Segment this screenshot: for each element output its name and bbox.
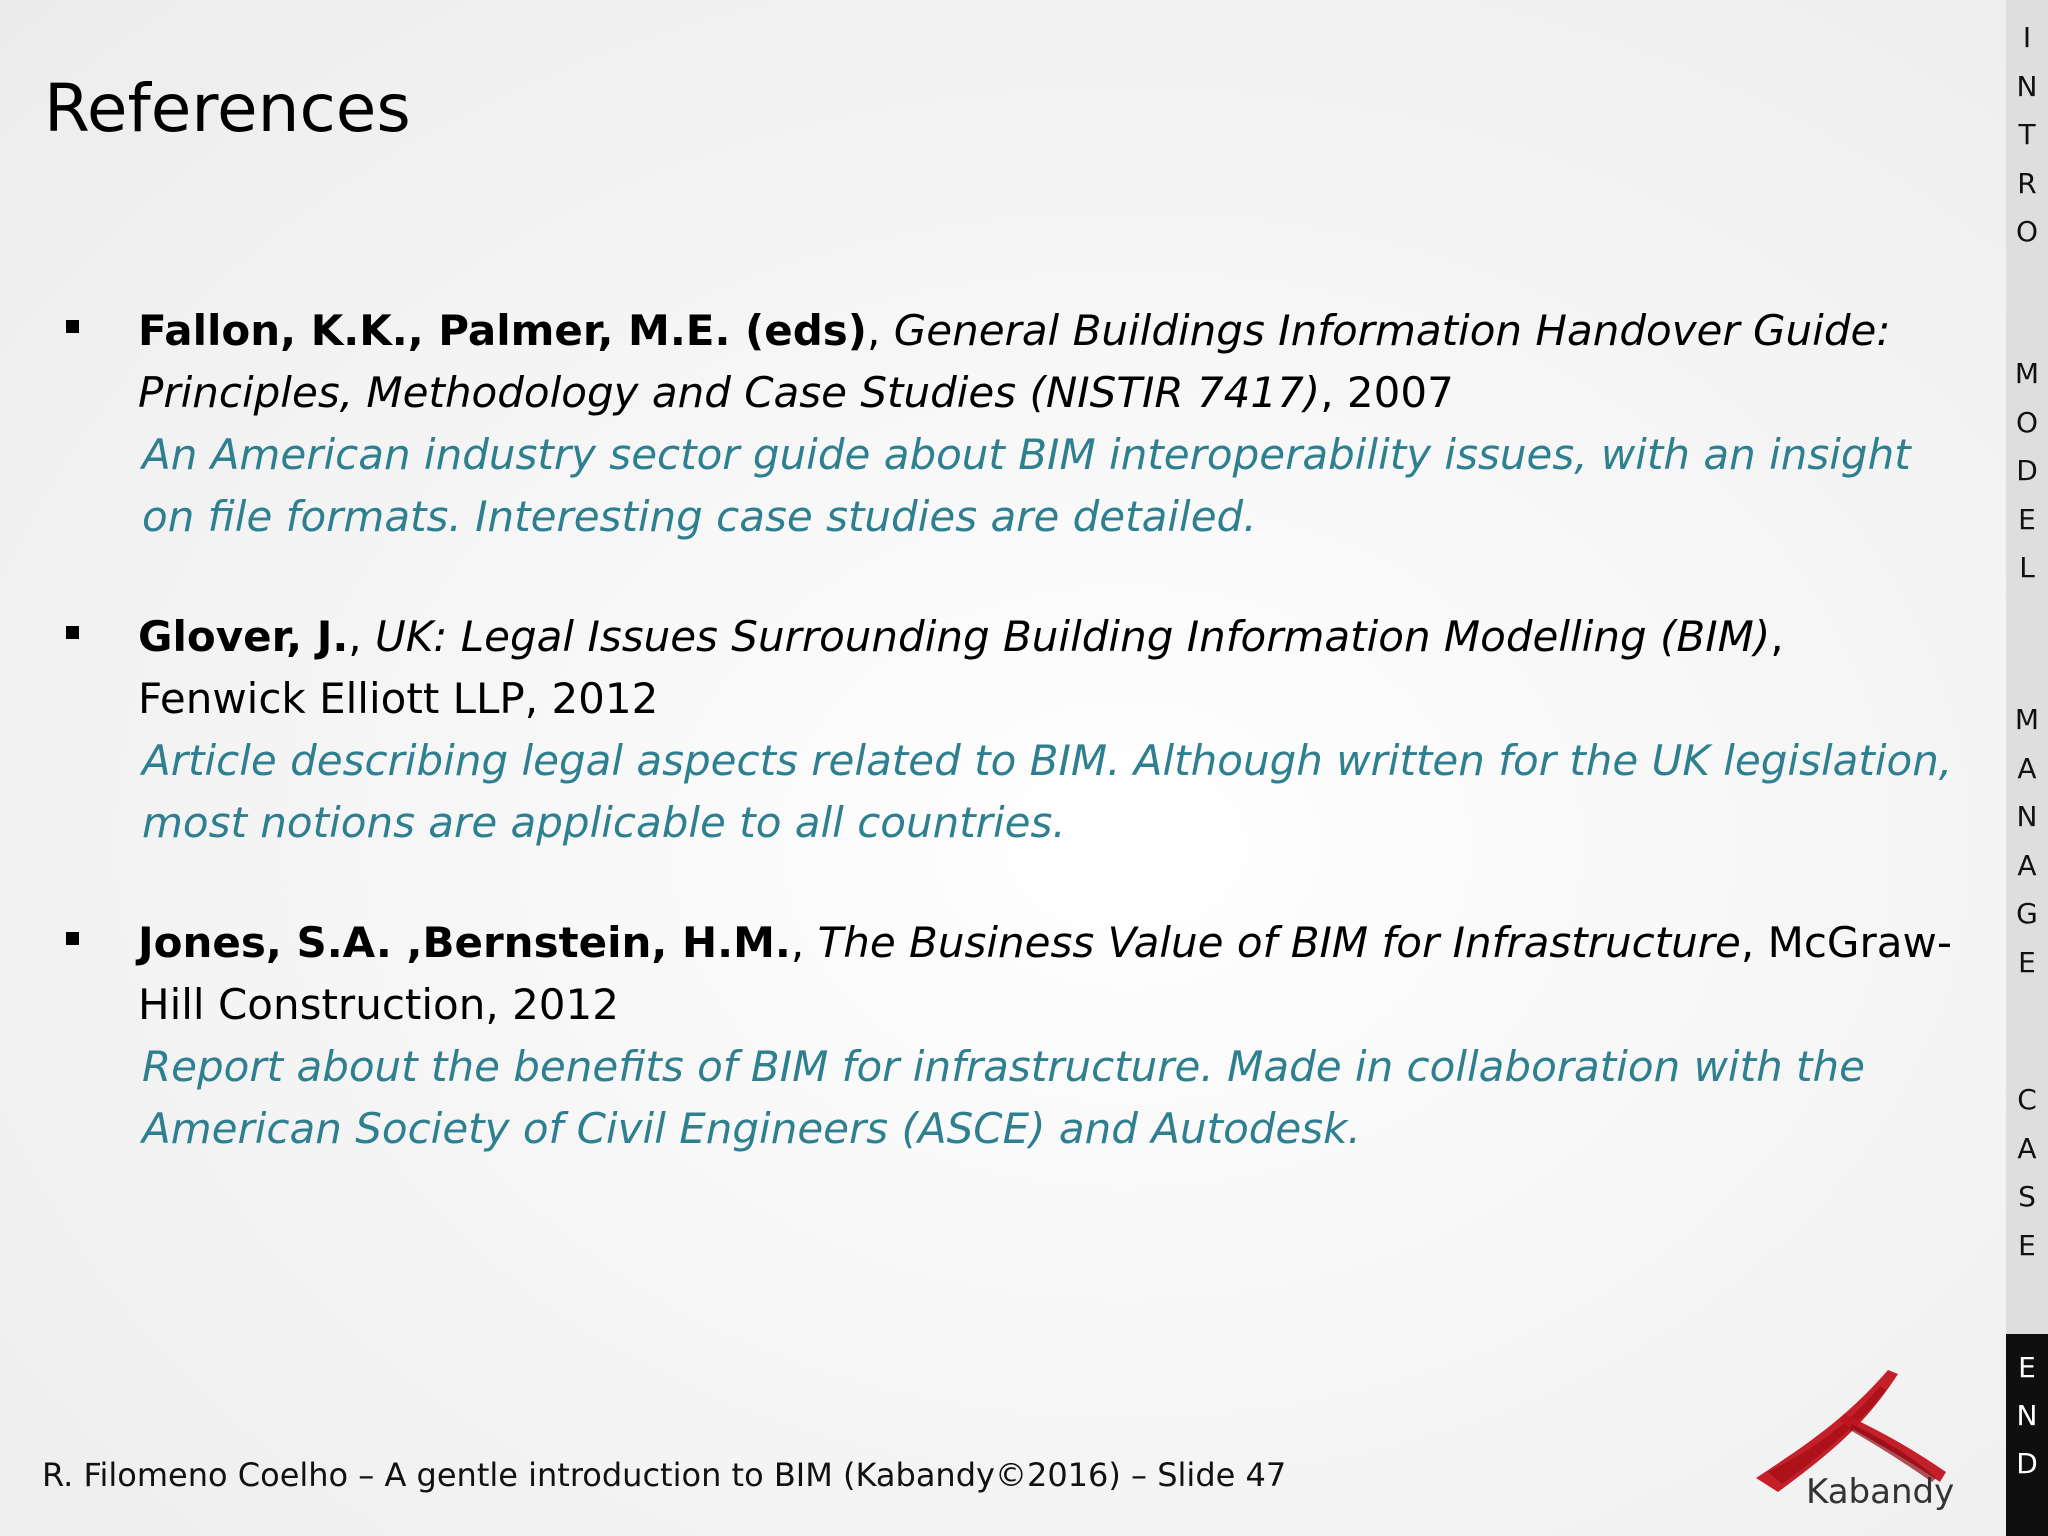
- reference-separator: ,: [790, 918, 818, 967]
- nav-letter: L: [2019, 551, 2035, 584]
- nav-letter: N: [2016, 1399, 2038, 1432]
- reference-separator: ,: [867, 306, 894, 355]
- slide-title: References: [44, 70, 411, 147]
- nav-letter: O: [2015, 215, 2039, 248]
- reference-separator: ,: [348, 612, 375, 661]
- nav-letter: E: [2018, 945, 2036, 979]
- reference-publisher-year: , Fenwick Elliott LLP, 2012: [138, 612, 1784, 723]
- reference-publisher-year: , McGraw-Hill Construction, 2012: [138, 918, 1952, 1029]
- nav-letter: A: [2017, 1131, 2037, 1165]
- reference-work-title: The Business Value of BIM for Infrastructure: [817, 918, 1741, 967]
- nav-section-end[interactable]: [2006, 1334, 2048, 1536]
- bullet-icon: [66, 320, 79, 333]
- reference-citation: [138, 300, 1962, 424]
- reference-list: [62, 300, 1962, 1218]
- reference-description: Report about the benefits of BIM for infrastructure. Made in collaboration with the American Society of Civil Engineers (ASCE) and Autodesk.: [142, 1042, 1865, 1153]
- reference-authors: Glover, J.: [138, 612, 349, 661]
- reference-item: [62, 606, 1962, 854]
- reference-description: Article describing legal aspects related to BIM. Although written for the UK legislation, most notions are applicable to all countries.: [142, 736, 1953, 847]
- reference-work-title: General Buildings Information Handover Guide: Principles, Methodology and Case Studies (NISTIR 7417): [138, 306, 1891, 417]
- nav-letter: N: [2016, 800, 2038, 833]
- nav-letter: E: [2018, 1228, 2036, 1262]
- nav-letter: D: [2016, 1447, 2038, 1480]
- nav-letter: R: [2017, 166, 2037, 200]
- nav-section-manage[interactable]: [2006, 696, 2048, 987]
- reference-publisher-year: , 2007: [1320, 368, 1454, 417]
- nav-letter: E: [2018, 502, 2036, 536]
- reference-item: [62, 300, 1962, 548]
- reference-citation: [138, 912, 1962, 1036]
- reference-item: [62, 912, 1962, 1160]
- nav-letter: M: [2014, 357, 2040, 390]
- nav-letter: M: [2014, 703, 2040, 736]
- nav-section-model[interactable]: [2006, 350, 2048, 593]
- nav-letter: N: [2016, 69, 2038, 103]
- slide-footer: R. Filomeno Coelho – A gentle introduction to BIM (Kabandy©2016) – Slide 47: [42, 1456, 1287, 1494]
- logo-text: Kabandy: [1806, 1472, 1955, 1512]
- reference-authors: Fallon, K.K., Palmer, M.E. (eds): [138, 306, 867, 355]
- nav-section-case[interactable]: [2006, 1076, 2048, 1270]
- nav-letter: E: [2018, 1351, 2036, 1384]
- reference-citation: [138, 606, 1962, 730]
- bullet-icon: [66, 626, 79, 639]
- nav-letter: D: [2016, 454, 2038, 487]
- nav-letter: I: [2022, 21, 2032, 54]
- nav-letter: C: [2017, 1083, 2037, 1116]
- reference-work-title: UK: Legal Issues Surrounding Building Information Modelling (BIM): [375, 612, 1771, 661]
- nav-section-intro[interactable]: [2006, 14, 2048, 257]
- bullet-icon: [66, 932, 79, 945]
- nav-letter: O: [2015, 405, 2039, 439]
- section-nav: [2006, 0, 2048, 1536]
- nav-letter: S: [2018, 1180, 2036, 1213]
- reference-authors: Jones, S.A. ,Bernstein, H.M.: [138, 918, 791, 967]
- reference-description: An American industry sector guide about BIM interoperability issues, with an insight on file formats. Interesting case studies are detailed.: [142, 430, 1911, 541]
- nav-letter: A: [2017, 751, 2037, 785]
- nav-letter: G: [2016, 897, 2038, 930]
- nav-letter: T: [2018, 118, 2036, 151]
- nav-letter: A: [2017, 848, 2037, 882]
